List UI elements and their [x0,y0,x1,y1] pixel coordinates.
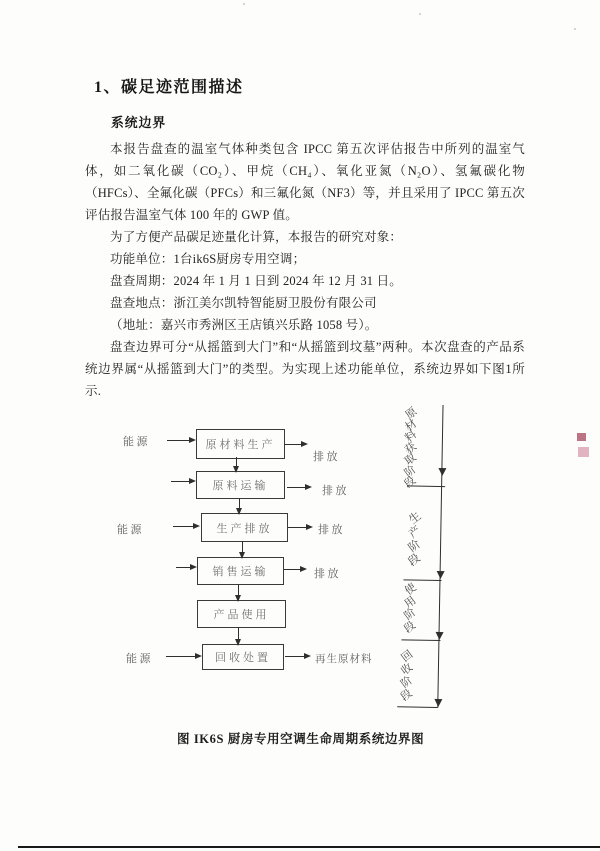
scan-artifact-red-mark [577,433,586,441]
paragraph-boundary-type: 盘查边界可分“从摇篮到大门”和“从摇篮到坟墓”两种。本次盘查的产品系统边界属“从摇篮到大门”的类型。为实现上述功能单位，系统边界如下图1所示. [85,340,525,398]
section-subheading: 系统边界 [111,116,167,130]
energy-label: 能源 [126,653,153,665]
arrow-down-icon [436,571,444,579]
scan-artifact-red-mark [578,447,589,457]
scan-speck [243,3,245,5]
arrow-down-icon [435,632,443,640]
arrow-right-icon [173,526,198,527]
flow-box-material-transport: 原料运输 [196,471,285,499]
stage-label-production: 生 产 阶 段 [406,510,424,569]
arrow-right-icon [166,656,200,657]
paragraph-functional-unit: 功能单位：1台ik6S厨房专用空调； [110,252,306,266]
paragraph-ghg-scope: 本报告盘查的温室气体种类包含 IPCC 第五次评估报告中所列的温室气体，如二氧化碳（CO₂）、甲烷（CH₄）、氧化亚氮（N₂O）、氢氟碳化物（HFCs）、全氟化碳（PFCs）和三氟化氮（NF3）等，并且采用了 IPCC 第五次评估报告温室气体 100 年的 GWP 值。 [85,142,525,222]
flow-box-sales-transport: 销售运输 [197,557,284,585]
stage-tick [401,639,440,641]
arrow-down-icon [238,584,239,595]
arrow-down-icon [238,627,239,639]
stage-label-raw-material-acquisition: 原 材 料 获 取 阶 段 [402,405,420,491]
scan-speck [419,13,421,15]
arrow-down-icon [438,468,446,476]
arrow-down-icon [434,699,442,707]
arrow-right-icon [288,527,311,528]
document-body [85,74,525,402]
paragraph-inventory-period: 盘查周期：2024 年 1 月 1 日到 2024 年 12 月 31 日。 [110,274,402,288]
arrow-right-icon [176,567,195,568]
energy-label: 能源 [123,436,150,448]
arrow-right-icon [284,569,305,570]
arrow-down-icon [239,498,240,508]
paragraph-inventory-site: 盘查地点：浙江美尔凯特智能厨卫股份有限公司 [110,296,377,310]
arrow-right-icon [284,444,306,445]
paragraph-address: （地址：嘉兴市秀洲区王店镇兴乐路 1058 号）。 [110,318,378,332]
stage-bracket-line [437,405,443,708]
arrow-right-icon [167,440,194,441]
arrow-right-icon [287,487,310,488]
emission-label: 排放 [322,485,349,497]
paragraph-study-object: 为了方便产品碳足迹量化计算，本报告的研究对象： [110,230,403,244]
emission-label: 排放 [313,451,340,463]
emission-label: 排放 [314,568,341,580]
flow-box-raw-material-production: 原材料生产 [196,429,285,459]
arrow-right-icon [171,481,194,482]
arrow-down-icon [236,457,237,466]
page-title: 1、碳足迹范围描述 [94,79,244,96]
emission-label: 排放 [318,524,345,536]
recycled-material-label: 再生原材料 [315,654,373,665]
stage-label-recycling: 回 收 阶 段 [398,648,416,704]
stage-tick [397,706,437,708]
energy-label: 能源 [117,524,144,536]
figure-caption: 图 IK6S 厨房专用空调生命周期系统边界图 [177,732,425,746]
flow-box-recycling-disposal: 回收处置 [202,644,284,670]
flow-box-product-use: 产品使用 [197,600,286,628]
flow-box-production-emission: 生产排放 [201,513,288,542]
stage-label-use: 使 用 阶 段 [401,581,419,636]
arrow-down-icon [242,541,243,552]
arrow-right-icon [285,656,309,657]
stage-tick [407,485,445,487]
stage-tick [403,579,441,581]
scan-speck [574,28,576,30]
